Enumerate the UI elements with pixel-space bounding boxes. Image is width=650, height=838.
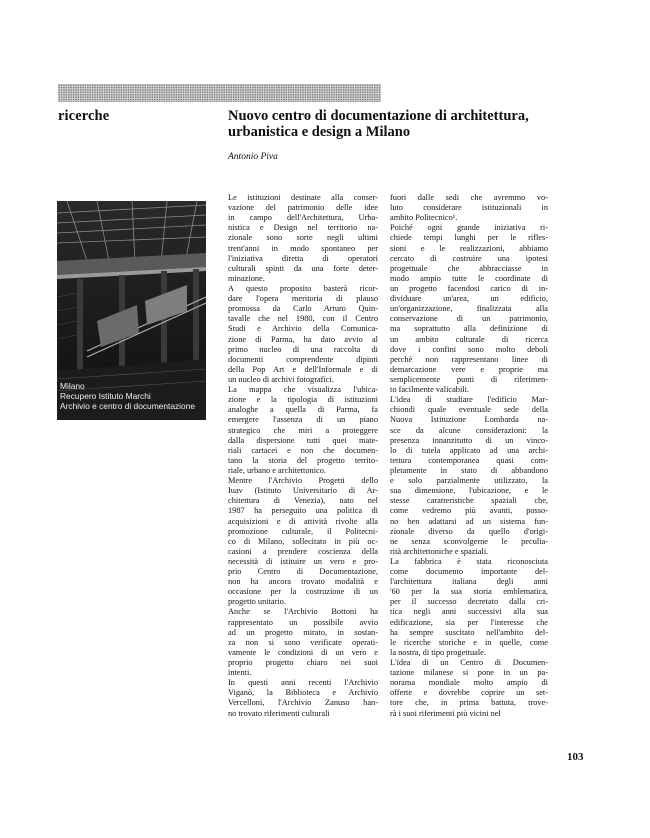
text-line: '60 per la sua storia emblematica, (390, 587, 548, 597)
text-line: sce da alcune considerazioni: la (390, 425, 548, 435)
text-line: un'organizzazione, finalizzata alla (390, 304, 548, 314)
text-line: zione e la tipologia di istituzioni (228, 395, 378, 405)
text-line: Studi e Archivio della Comunica- (228, 324, 378, 334)
text-line: acquisizioni e di attività rivolte alla (228, 516, 378, 526)
text-line: modo ampio tutte le coordinate di (390, 273, 548, 283)
text-line: offerte e dovrebbe coprire un set- (390, 688, 548, 698)
text-line: per il successo decretato dalla cri- (390, 597, 548, 607)
text-line: Anche se l'Archivio Bottoni ha (228, 607, 378, 617)
text-line: A questo proposito basterà ricor- (228, 283, 378, 293)
text-line: l'iniziativa diretta di operatori (228, 253, 378, 263)
text-line: Mentre l'Archivio Progetti dello (228, 476, 378, 486)
text-line: promozione culturale, il Politecni- (228, 526, 378, 536)
text-line: demarcazione vere e proprie ma (390, 364, 548, 374)
text-line: un ambito culturale di ricerca (390, 334, 548, 344)
text-line: le ricerche storiche e in quelle, come (390, 637, 548, 647)
text-line: presenza innanzitutto di un vinco- (390, 435, 548, 445)
text-line: intenti. (228, 668, 252, 678)
text-line: l'architettura italiana degli anni (390, 577, 548, 587)
text-line: culturali spinti da una forte deter- (228, 263, 378, 273)
text-line: zione di Parma, ha dato avvio al (228, 334, 378, 344)
text-line: ad un progetto mirato, in sostan- (228, 627, 378, 637)
text-line: Nuova Istituzione Lombarda na- (390, 415, 548, 425)
text-line: tica negli anni successivi alla sua (390, 607, 548, 617)
text-line: Vercelloni, l'Archivio Zanuso han- (228, 698, 378, 708)
text-line: e solo parzialmente utilizzato, la (390, 476, 548, 486)
text-line: in campo dell'Architettura, Urba- (228, 213, 378, 223)
text-line: sua dimensione, l'ubicazione, e le (390, 486, 548, 496)
text-line: ambito Politecnico¹. (390, 213, 458, 223)
text-line: della Pop Art e dell'Informale e di (228, 364, 378, 374)
text-line: 1987 ha perseguito una politica di (228, 506, 378, 516)
photo-caption-line-3: Archivio e centro di documentazione (60, 401, 196, 411)
text-line: progettuale che abbracciasse in (390, 263, 548, 273)
text-line: chitettura di Venezia), nato nel (228, 496, 378, 506)
article-title-line-2: urbanistica e design a Milano (228, 124, 411, 140)
text-line: La fabbrica è stata riconosciuta (390, 556, 548, 566)
text-line: zionale sono sorte negli ultimi (228, 233, 378, 243)
text-line: edificazione, sia per l'interesse che (390, 617, 548, 627)
text-line: la nostra, di tipo progettuale. (390, 647, 486, 657)
text-line: rità architettoniche e spaziali. (390, 546, 489, 556)
text-line: L'idea di studiare l'edificio Mar- (390, 395, 548, 405)
text-line: riali cartacei e non che documen- (228, 445, 378, 455)
text-line: emergere l'assenza di un piano (228, 415, 378, 425)
text-line: ne senza sconvolgerne le peculia- (390, 536, 548, 546)
text-line: fuori dalle sedi che avremmo vo- (390, 193, 548, 202)
photo-caption-line-2: Recupero Istituto Marchi (60, 391, 151, 401)
section-label: ricerche (58, 108, 110, 124)
text-line: Poiché ogni grande iniziativa ri- (390, 223, 548, 233)
text-line: dividuare un'area, un edificio, (390, 294, 548, 304)
text-line: tettura contemporanea quasi com- (390, 455, 548, 465)
text-line: ma soprattutto alla definizione di (390, 324, 548, 334)
text-line: Iuav (Istituto Universitario di Ar- (228, 486, 378, 496)
text-line: analoghe a quella di Parma, fa (228, 405, 378, 415)
text-column-1 (228, 193, 378, 719)
text-line: norama mondiale molto ampio di (390, 678, 548, 688)
text-line: sioni e le realizzazioni, abbiamo (390, 243, 548, 253)
text-line: rappresentato un possibile avvio (228, 617, 378, 627)
text-line: stesse caratteristiche spaziali che, (390, 496, 548, 506)
text-line: zionale diverso da quello d'origi- (390, 526, 548, 536)
text-line: progetto unitario. (228, 597, 286, 607)
text-line: non ha ancora trovato modalità e (228, 577, 378, 587)
text-line: tore che, in prima battuta, trove- (390, 698, 548, 708)
text-line: trent'anni in modo spontaneo per (228, 243, 378, 253)
text-line: tavalle che nel 1980, con il Centro (228, 314, 378, 324)
text-line: promossa da Carlo Arturo Quin- (228, 304, 378, 314)
text-line: chiede tempi lunghi per le rifles- (390, 233, 548, 243)
text-line: tazione milanese si pone in un pa- (390, 668, 548, 678)
text-line: dare l'opera meritoria di plauso (228, 294, 378, 304)
text-line: primo nucleo di una raccolta di (228, 344, 378, 354)
text-line: chiondi quale eventuale sede della (390, 405, 548, 415)
text-line: to facilmente valicabili. (390, 385, 470, 395)
text-line: occasione per la costruzione di un (228, 587, 378, 597)
text-line: prio Centro di Documentazione, (228, 567, 378, 577)
text-line: luto considerare istituzionali in (390, 203, 548, 213)
text-line: pletamente in stato di abbandono (390, 465, 548, 475)
text-line: casioni a prendere coscienza della (228, 546, 378, 556)
text-line: come vedremo più avanti, posso- (390, 506, 548, 516)
author-name: Antonio Piva (228, 152, 278, 162)
text-line: necessità di istituire un vero e pro- (228, 556, 378, 566)
text-line: Viganò, la Biblioteca e Archivio (228, 688, 378, 698)
building-photo (57, 201, 206, 420)
text-line: no ben adattarsi ad un sistema fun- (390, 516, 548, 526)
text-line: vazione del patrimonio delle idee (228, 203, 378, 213)
text-line: semplicemente punti di riferimen- (390, 374, 548, 384)
text-line: perché non rappresentano linee di (390, 354, 548, 364)
text-line: minazione. (228, 273, 265, 283)
text-column-2 (390, 193, 548, 719)
text-line: In questi anni recenti l'Archivio (228, 678, 378, 688)
text-line: vamente le condizioni di un vero e (228, 647, 378, 657)
text-line: L'idea di un Centro di Documen- (390, 658, 548, 668)
text-line: nistica e Design nel territorio na- (228, 223, 378, 233)
text-line: come documento importante del- (390, 567, 548, 577)
text-line: dove i confini sono molto deboli (390, 344, 548, 354)
page-number: 103 (567, 751, 584, 763)
text-line: La mappa che visualizza l'ubica- (228, 385, 378, 395)
text-line: proprio progetto chiaro nei suoi (228, 658, 378, 668)
text-line: conservazione di un patrimonio, (390, 314, 548, 324)
text-line: dalla dispersione tutti quei mate- (228, 435, 378, 445)
text-line: rà i suoi riferimenti più vicini nel (390, 708, 501, 718)
article-title (228, 108, 558, 140)
text-line: tano la storia del progetto territo- (228, 455, 378, 465)
section-header-bar (58, 84, 381, 102)
text-line: strategico che miri a proteggere (228, 425, 378, 435)
photo-caption-line-1: Milano (60, 381, 85, 391)
text-line: un progetto facendosi carico di in- (390, 283, 548, 293)
text-line: Le istituzioni destinate alla conser- (228, 193, 378, 202)
text-line: riale, urbano e architettonico. (228, 465, 326, 475)
text-line: un nucleo di archivi fotografici. (228, 374, 334, 384)
text-line: no trovato riferimenti culturali (228, 708, 330, 718)
text-line: ha sempre suscitato nell'ambito del- (390, 627, 548, 637)
text-line: documenti comprendente dipinti (228, 354, 378, 364)
text-line: lo di tutela applicato ad una archi- (390, 445, 548, 455)
text-line: co di Milano, sollecitato in più oc- (228, 536, 378, 546)
article-title-line-1: Nuovo centro di documentazione di architettura, (228, 108, 529, 124)
text-line: cercato di costruire una ipotesi (390, 253, 548, 263)
text-line: za non si sono verificate operati- (228, 637, 378, 647)
